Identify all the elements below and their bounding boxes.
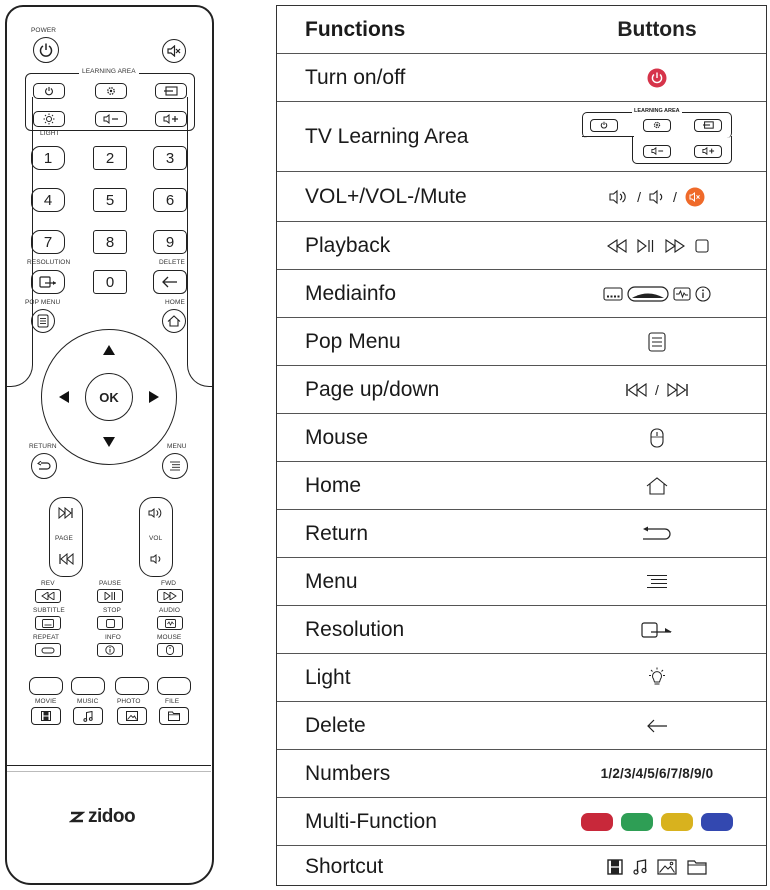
light-label: LIGHT xyxy=(40,130,60,137)
play-pause-button[interactable] xyxy=(97,589,123,603)
learning-area-label: LEARNING AREA xyxy=(79,68,139,75)
play-pause-icon xyxy=(637,239,655,253)
remote-control xyxy=(5,5,214,885)
audio-icon xyxy=(165,619,176,628)
header-buttons: Buttons xyxy=(617,17,697,41)
home-icon xyxy=(646,477,668,495)
resolution-button[interactable] xyxy=(31,270,65,294)
table-row xyxy=(277,54,766,102)
function-name: Multi-Function xyxy=(305,809,437,833)
number-3-button[interactable]: 3 xyxy=(153,146,187,170)
info-button[interactable] xyxy=(97,643,123,657)
movie-button[interactable] xyxy=(31,707,61,725)
buttons-cell xyxy=(573,606,741,653)
buttons-cell xyxy=(573,270,741,317)
light-button[interactable] xyxy=(33,111,65,127)
table-row xyxy=(277,654,766,702)
movie-icon xyxy=(607,859,623,875)
function-name: Shortcut xyxy=(305,854,384,878)
subtitle-label: SUBTITLE xyxy=(33,607,65,614)
header-functions: Functions xyxy=(305,17,406,41)
table-row xyxy=(277,798,766,846)
tv-power-button[interactable] xyxy=(33,83,65,99)
table-row xyxy=(277,414,766,462)
repeat-button[interactable] xyxy=(35,643,61,657)
folder-icon xyxy=(168,711,180,721)
menu-list-icon xyxy=(648,332,666,352)
volume-down-icon xyxy=(651,147,664,155)
volume-up-icon xyxy=(702,147,715,155)
function-name: TV Learning Area xyxy=(305,124,469,148)
mini-settings xyxy=(643,119,671,132)
separator: / xyxy=(637,188,641,205)
mouse-label: MOUSE xyxy=(157,634,182,641)
buttons-cell xyxy=(573,750,741,797)
resolution-icon xyxy=(641,621,673,639)
light-icon xyxy=(43,113,55,125)
buttons-cell xyxy=(573,366,741,413)
volume-down-icon xyxy=(103,114,119,124)
menu-list-icon xyxy=(169,461,181,471)
buttons-cell xyxy=(573,318,741,365)
tv-volume-down-button[interactable] xyxy=(95,111,127,127)
audio-icon xyxy=(673,287,691,301)
number-9-button[interactable]: 9 xyxy=(153,230,187,254)
audio-label: AUDIO xyxy=(159,607,181,614)
page-down-icon xyxy=(625,382,649,398)
resolution-label: RESOLUTION xyxy=(27,259,71,266)
table-row xyxy=(277,558,766,606)
learning-area-mini-label: LEARNING AREA xyxy=(634,107,680,114)
function-name: Page up/down xyxy=(305,377,440,401)
stop-icon xyxy=(106,619,115,628)
menu-button[interactable] xyxy=(162,453,188,479)
mouse-icon xyxy=(650,428,664,448)
movie-icon xyxy=(41,711,51,721)
input-icon xyxy=(164,86,178,96)
rewind-icon xyxy=(606,239,628,253)
stop-icon xyxy=(695,239,709,253)
volume-up-icon[interactable] xyxy=(148,507,164,519)
return-button[interactable] xyxy=(31,453,57,479)
table-row xyxy=(277,222,766,270)
function-name: VOL+/VOL-/Mute xyxy=(305,184,467,208)
delete-button[interactable] xyxy=(153,270,187,294)
mute-icon xyxy=(685,187,705,207)
repeat-label: REPEAT xyxy=(33,634,60,641)
table-row xyxy=(277,750,766,798)
power-icon xyxy=(44,86,54,96)
subtitle-button[interactable] xyxy=(35,616,61,630)
buttons-cell xyxy=(573,846,741,887)
buttons-cell xyxy=(573,558,741,605)
fwd-label: FWD xyxy=(161,580,177,587)
function-name: Home xyxy=(305,473,362,497)
page-up-icon[interactable] xyxy=(58,507,74,519)
power-icon xyxy=(600,121,608,129)
multi-function-green-button[interactable] xyxy=(71,677,105,695)
volume-up-icon xyxy=(163,114,179,124)
fast-forward-button[interactable] xyxy=(157,589,183,603)
movie-label: MOVIE xyxy=(35,698,57,705)
multi-function-blue-swatch xyxy=(701,813,733,831)
settings-icon xyxy=(106,86,116,96)
music-icon xyxy=(83,711,93,722)
menu-label: MENU xyxy=(167,443,187,450)
tv-settings-button[interactable] xyxy=(95,83,127,99)
table-row xyxy=(277,846,766,887)
buttons-cell xyxy=(573,654,741,701)
number-7-button[interactable]: 7 xyxy=(31,230,65,254)
table-row xyxy=(277,366,766,414)
buttons-cell xyxy=(573,798,741,845)
buttons-cell xyxy=(573,702,741,749)
settings-icon xyxy=(653,121,661,129)
number-5-button[interactable]: 5 xyxy=(93,188,127,212)
info-icon xyxy=(695,286,711,302)
multi-function-blue-button[interactable] xyxy=(157,677,191,695)
delete-arrow-icon xyxy=(646,719,668,733)
subtitle-icon xyxy=(42,619,54,628)
photo-icon xyxy=(657,859,677,875)
return-icon xyxy=(37,461,51,471)
repeat-icon xyxy=(627,286,669,302)
home-label: HOME xyxy=(165,299,185,306)
repeat-icon xyxy=(41,647,55,654)
mouse-button[interactable] xyxy=(157,643,183,657)
mini-volume-up xyxy=(694,145,722,158)
function-name: Return xyxy=(305,521,369,545)
multi-function-red-swatch xyxy=(581,813,613,831)
right-arrow-icon[interactable] xyxy=(149,391,159,403)
function-name: Delete xyxy=(305,713,366,737)
mini-volume-down xyxy=(643,145,671,158)
buttons-cell xyxy=(573,54,741,101)
mute-button[interactable] xyxy=(162,39,186,63)
table-row xyxy=(277,606,766,654)
function-name: Menu xyxy=(305,569,358,593)
photo-button[interactable] xyxy=(117,707,147,725)
up-arrow-icon[interactable] xyxy=(103,345,115,355)
table-row xyxy=(277,270,766,318)
table-row xyxy=(277,702,766,750)
page-down-icon[interactable] xyxy=(58,553,74,565)
info-icon xyxy=(105,645,115,655)
left-arrow-icon[interactable] xyxy=(59,391,69,403)
volume-up-icon xyxy=(609,189,629,205)
music-button[interactable] xyxy=(73,707,103,725)
return-label: RETURN xyxy=(29,443,57,450)
rewind-icon xyxy=(41,592,55,600)
music-label: MUSIC xyxy=(77,698,99,705)
input-icon xyxy=(703,121,714,129)
table-row xyxy=(277,318,766,366)
mute-icon xyxy=(167,45,181,57)
table-row xyxy=(277,172,766,222)
number-1-button[interactable]: 1 xyxy=(31,146,65,170)
folder-icon xyxy=(687,859,707,875)
resolution-icon xyxy=(39,276,57,288)
buttons-cell xyxy=(573,222,741,269)
pause-label: PAUSE xyxy=(99,580,122,587)
play-pause-icon xyxy=(104,592,116,600)
function-name: Light xyxy=(305,665,351,689)
power-icon xyxy=(38,42,54,58)
pop-menu-button[interactable] xyxy=(31,309,55,333)
pop-menu-label: POP MENU xyxy=(25,299,61,306)
page-label: PAGE xyxy=(55,535,73,542)
music-icon xyxy=(633,859,647,875)
bottom-divider-shadow xyxy=(7,771,211,772)
multi-function-yellow-button[interactable] xyxy=(115,677,149,695)
delete-arrow-icon xyxy=(161,276,179,288)
power-label: POWER xyxy=(31,27,57,34)
buttons-cell xyxy=(573,414,741,461)
number-6-button[interactable]: 6 xyxy=(153,188,187,212)
tv-volume-up-button[interactable] xyxy=(155,111,187,127)
fast-forward-icon xyxy=(664,239,686,253)
photo-icon xyxy=(126,711,138,721)
buttons-cell xyxy=(573,462,741,509)
number-8-button[interactable]: 8 xyxy=(93,230,127,254)
menu-list-icon xyxy=(37,314,49,328)
separator: / xyxy=(655,381,659,398)
number-2-button[interactable]: 2 xyxy=(93,146,127,170)
multi-function-yellow-swatch xyxy=(661,813,693,831)
buttons-cell xyxy=(573,102,741,171)
subtitle-icon xyxy=(603,287,623,301)
mini-power xyxy=(590,119,618,132)
stop-button[interactable] xyxy=(97,616,123,630)
down-arrow-icon[interactable] xyxy=(103,437,115,447)
table-header-row xyxy=(277,6,766,54)
fast-forward-icon xyxy=(163,592,177,600)
number-4-button[interactable]: 4 xyxy=(31,188,65,212)
brand-logo xyxy=(69,806,135,828)
rewind-button[interactable] xyxy=(35,589,61,603)
photo-label: PHOTO xyxy=(117,698,141,705)
buttons-cell xyxy=(573,172,741,221)
menu-list-icon xyxy=(646,574,668,590)
power-icon xyxy=(647,68,667,88)
zidoo-logo-icon xyxy=(69,810,85,824)
rev-label: REV xyxy=(41,580,55,587)
volume-down-icon[interactable] xyxy=(150,553,164,565)
functions-table xyxy=(276,5,767,886)
mini-input xyxy=(694,119,722,132)
function-name: Mouse xyxy=(305,425,369,449)
multi-function-red-button[interactable] xyxy=(29,677,63,695)
home-button[interactable] xyxy=(162,309,186,333)
body-curve-left xyxy=(5,97,33,387)
delete-label: DELETE xyxy=(159,259,185,266)
function-name: Pop Menu xyxy=(305,329,401,353)
function-name: Turn on/off xyxy=(305,65,406,89)
separator: / xyxy=(673,188,677,205)
table-row xyxy=(277,462,766,510)
function-name: Playback xyxy=(305,233,391,257)
volume-down-icon xyxy=(649,189,665,205)
return-icon xyxy=(641,526,673,542)
function-name: Mediainfo xyxy=(305,281,397,305)
table-row xyxy=(277,102,766,172)
function-name: Numbers xyxy=(305,761,391,785)
info-label: INFO xyxy=(105,634,121,641)
table-row xyxy=(277,510,766,558)
vol-label: VOL xyxy=(149,535,163,542)
power-button[interactable] xyxy=(33,37,59,63)
multi-function-green-swatch xyxy=(621,813,653,831)
brand-name: zidoo xyxy=(88,806,136,827)
ok-button[interactable]: OK xyxy=(85,373,133,421)
light-icon xyxy=(646,667,668,689)
file-button[interactable] xyxy=(159,707,189,725)
home-icon xyxy=(167,315,181,327)
number-0-button[interactable]: 0 xyxy=(93,270,127,294)
body-curve-right xyxy=(187,97,213,387)
tv-input-button[interactable] xyxy=(155,83,187,99)
audio-button[interactable] xyxy=(157,616,183,630)
numbers-value: 1/2/3/4/5/6/7/8/9/0 xyxy=(600,766,714,781)
buttons-cell xyxy=(573,510,741,557)
file-label: FILE xyxy=(165,698,180,705)
page-up-icon xyxy=(665,382,689,398)
mouse-icon xyxy=(166,645,174,655)
learning-area-mini xyxy=(582,106,732,168)
bottom-divider xyxy=(7,765,211,766)
stop-label: STOP xyxy=(103,607,121,614)
function-name: Resolution xyxy=(305,617,405,641)
